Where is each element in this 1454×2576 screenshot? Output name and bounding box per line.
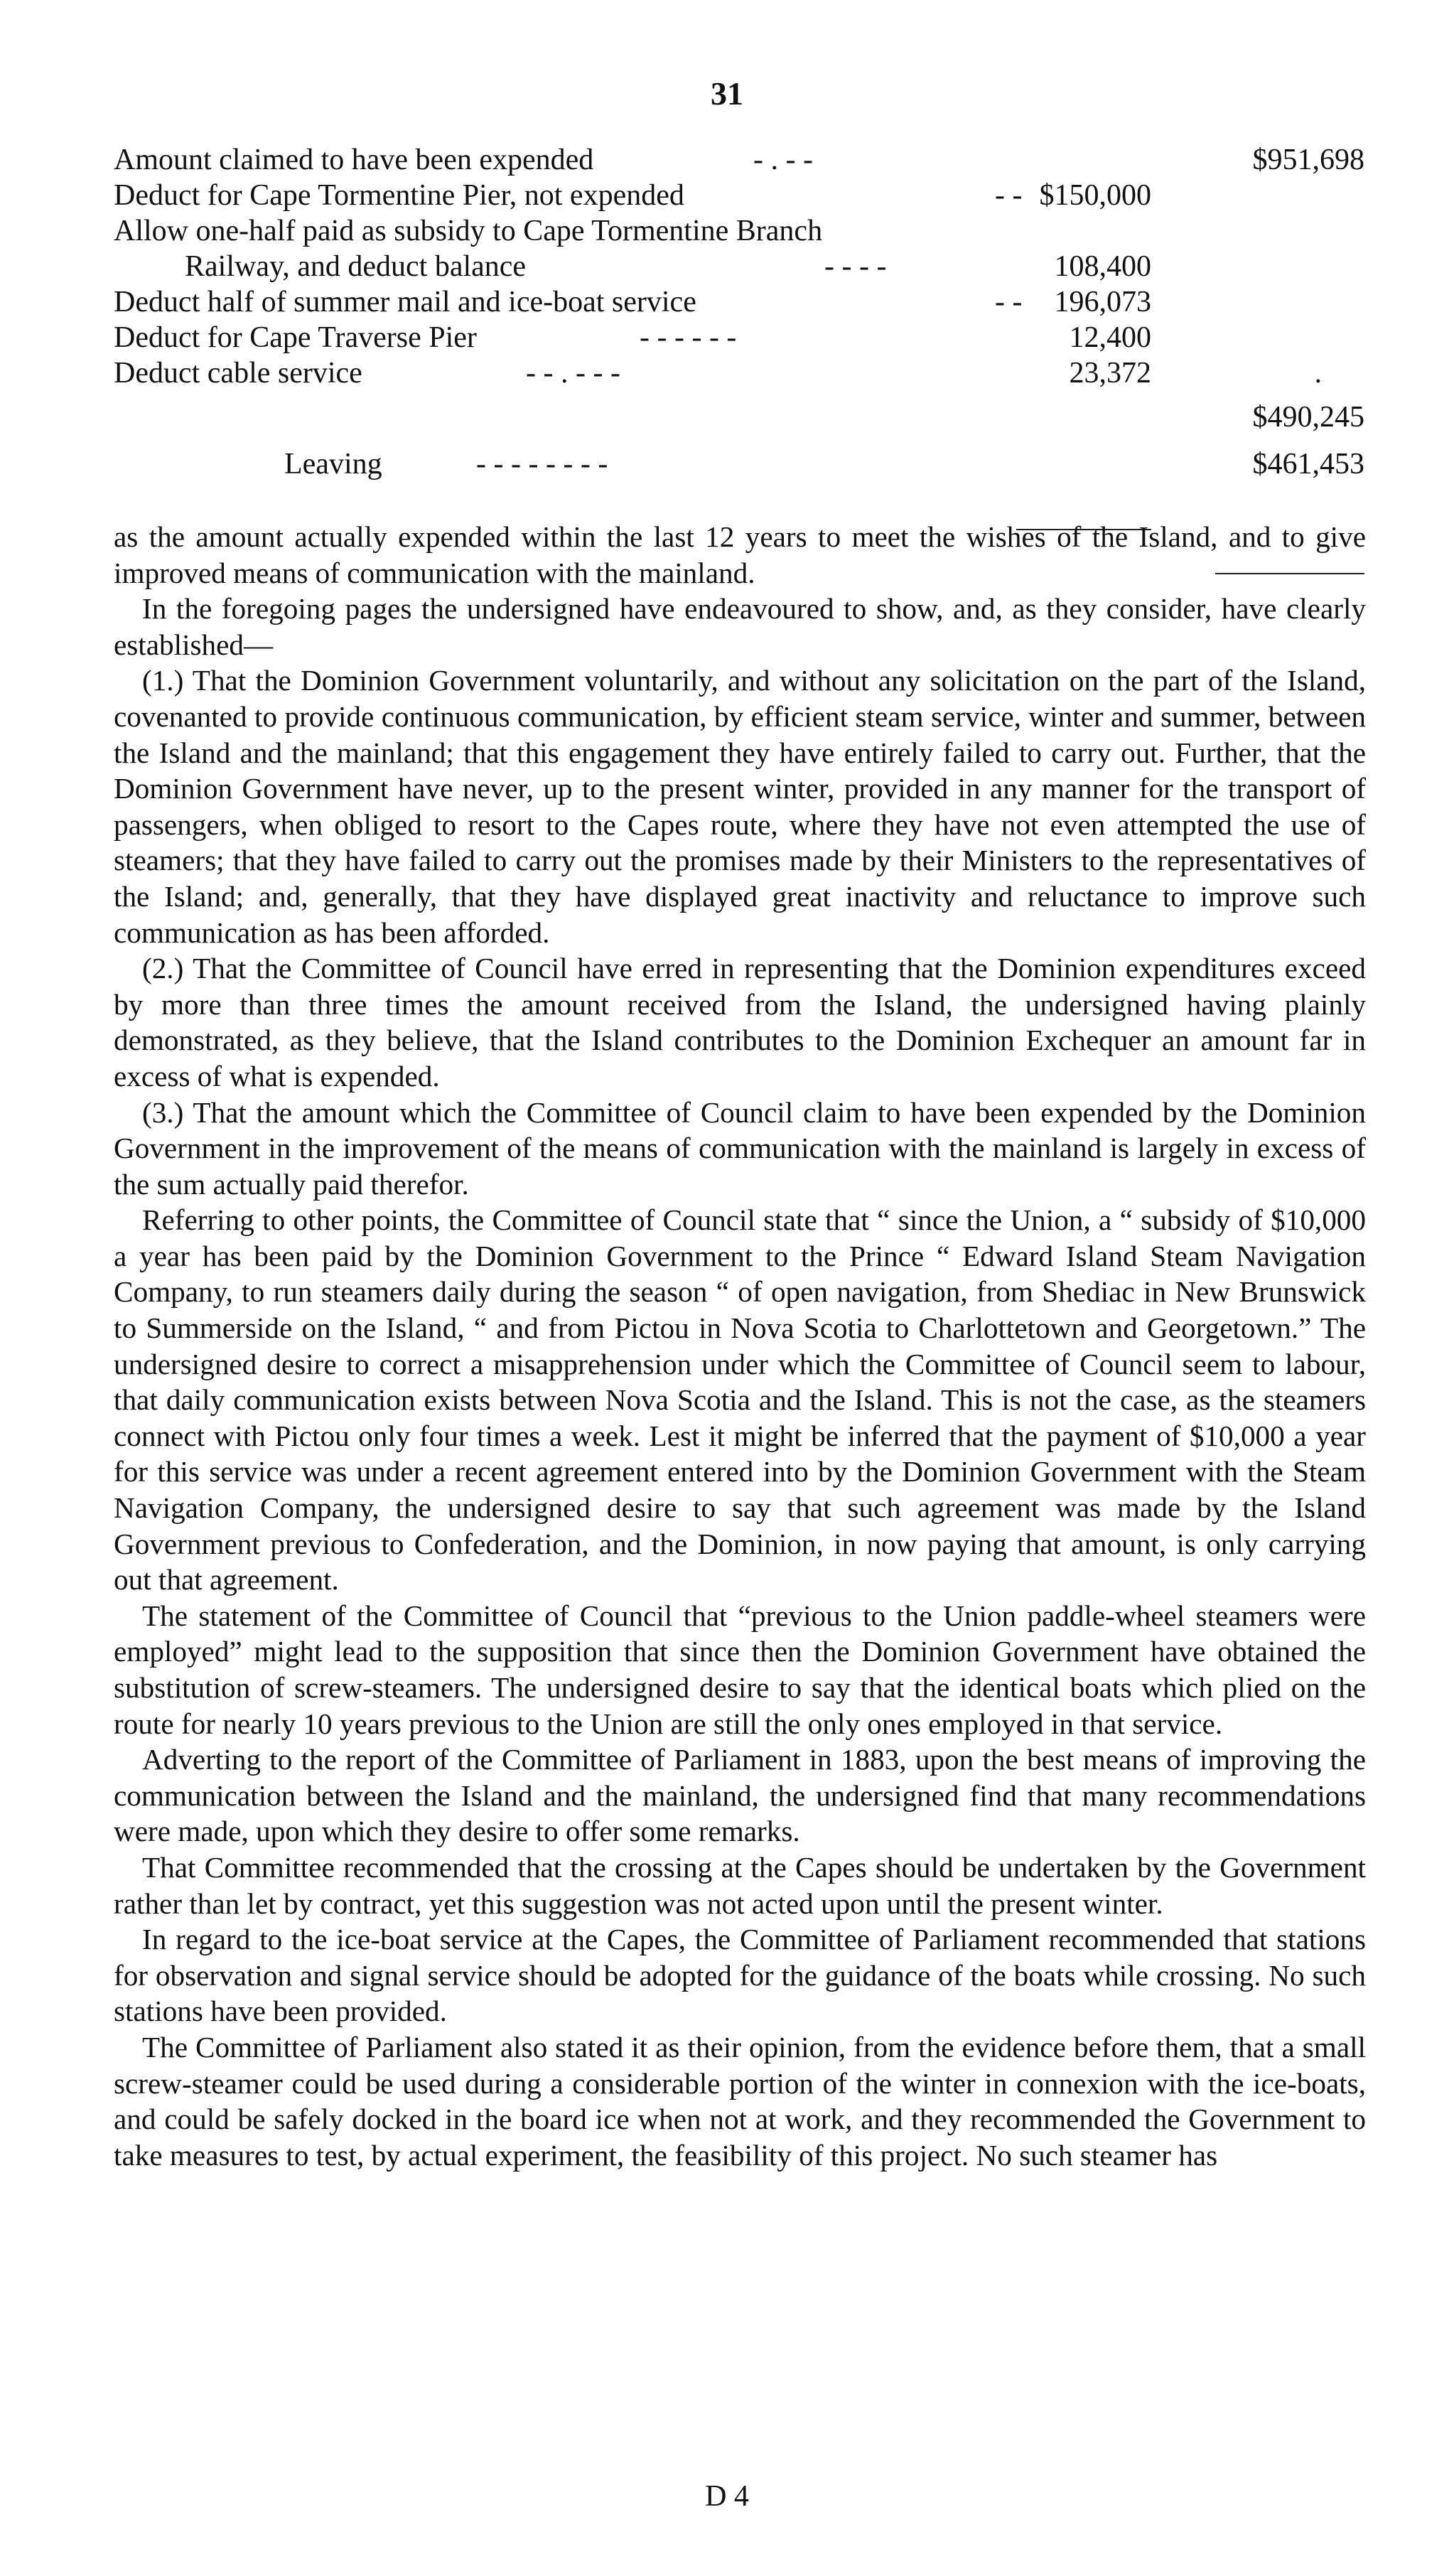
account-label: Deduct for Cape Tormentine Pier, not expended [114, 179, 684, 212]
account-row [114, 213, 1364, 249]
paragraph: (2.) That the Committee of Council have erred in representing that the Dominion expenditures exceed by more than three times the amount received from the Island, the undersigned having plainly demonstrated, as they believe, that the Island contributes to the Dominion Exchequer an amount far in excess of what is expended. [114, 952, 1366, 1093]
account-amount: 23,372 [1069, 357, 1151, 390]
paragraph: The statement of the Committee of Council that “previous to the Union paddle-wheel steamers were employed” might lead to the supposition that since then the Dominion Government have obtained the substitution of screw-steamers. The undersigned desire to say that the identical boats which plied on the route for nearly 10 years previous to the Union are still the only ones employed in that service. [114, 1599, 1366, 1740]
account-label: Deduct for Cape Traverse Pier [114, 321, 477, 354]
account-total: $951,698 [1252, 144, 1364, 176]
expenditure-account [114, 142, 1364, 482]
page-number: 31 [711, 75, 743, 112]
account-total: $461,453 [1252, 448, 1364, 481]
paragraph: Adverting to the report of the Committee of Parliament in 1883, upon the best means of improving the communication between the Island and the mainland, the undersigned find that many recommendations were made, upon which they desire to offer some remarks. [114, 1743, 1366, 1848]
account-row [114, 391, 1364, 434]
account-total: . [1314, 357, 1322, 390]
account-row [114, 284, 1364, 320]
paragraph: In the foregoing pages the undersigned have endeavoured to show, and, as they consider, have clearly established— [114, 592, 1366, 661]
body-text [114, 519, 1366, 2173]
account-row [114, 142, 1364, 178]
leader-dashes: - - [995, 286, 1023, 318]
account-total: $490,245 [1252, 401, 1364, 434]
account-label: Amount claimed to have been expended [114, 144, 594, 176]
account-label: Allow one-half paid as subsidy to Cape Tormentine Branch [114, 215, 823, 247]
leader-dashes: - - [995, 179, 1023, 212]
account-amount: 12,400 [1069, 321, 1151, 354]
paragraph: In regard to the ice-boat service at the Capes, the Committee of Parliament recommended that stations for observation and signal service should be adopted for the guidance of the boats while crossing. No such stations have been provided. [114, 1923, 1366, 2028]
paragraph: Referring to other points, the Committee of Council state that “ since the Union, a “ subsidy of $10,000 a year has been paid by the Dominion Government to the Prince “ Edward Island Steam Navigation Company, to run steamers daily during the season “ of open navigation, from Shediac in New Brunswick to Summerside on the Island, “ and from Pictou in Nova Scotia to Charlottetown and Georgetown.” The undersigned desire to correct a misapprehension under which the Committee of Council seem to labour, that daily communication exists between Nova Scotia and the Island. This is not the case, as the steamers connect with Pictou only four times a week. Lest it might be inferred that the payment of $10,000 a year for this service was under a recent agreement entered into by the Dominion Government with the Steam Navigation Company, the undersigned desire to say that such agreement was made by the Island Government previous to Confederation, and the Dominion, in now paying that amount, is only carrying out that agreement. [114, 1203, 1366, 1596]
leader-dashes: - - . - - - [526, 357, 620, 390]
account-row [114, 249, 1364, 284]
paragraph: The Committee of Parliament also stated it as their opinion, from the evidence before them, that a small screw-steamer could be used during a considerable portion of the winter in connexion with the ice-boats, and could be safely docked in the board ice when not at work, and they recommended the Government to take measures to test, by actual experiment, the feasibility of this project. No such steamer has [114, 2030, 1366, 2172]
account-row [114, 355, 1364, 391]
account-amount: $150,000 [1039, 179, 1151, 212]
account-label: Railway, and deduct balance [185, 250, 527, 283]
account-amount: 108,400 [1054, 250, 1151, 283]
leader-dashes: - . - - [753, 144, 813, 176]
paragraph: (3.) That the amount which the Committee of Council claim to have been expended by the Dominion Government in the improvement of the means of communication with the mainland is largely in excess of the sum actually paid therefor. [114, 1095, 1366, 1201]
account-label: Leaving [284, 448, 382, 481]
account-row [114, 320, 1364, 355]
account-label: Deduct cable service [114, 357, 362, 390]
account-row [114, 178, 1364, 213]
paragraph: (1.) That the Dominion Government voluntarily, and without any solicitation on the part of the Island, covenanted to provide continuous communication, by efficient steam service, winter and summer, between the Island and the mainland; that this engagement they have entirely failed to carry out. Further, that the Dominion Government have never, up to the present winter, provided in any manner for the transport of passengers, when obliged to resort to the Capes route, where they have not even attempted the use of steamers; that they have failed to carry out the promises made by their Ministers to the representatives of the Island; and, generally, that they have displayed great inactivity and reluctance to improve such communication as has been afforded. [114, 664, 1366, 949]
account-amount: 196,073 [1054, 286, 1151, 318]
paragraph: as the amount actually expended within the last 12 years to meet the wishes of the Island, and to give improved means of communication with the mainland. [114, 520, 1366, 589]
leader-dashes: - - - - - - - - [476, 448, 608, 481]
account-label: Deduct half of summer mail and ice-boat service [114, 286, 696, 318]
signature-mark: D 4 [705, 2480, 749, 2513]
leader-dashes: - - - - [824, 250, 887, 283]
leader-dashes: - - - - - - [640, 321, 737, 354]
paragraph: That Committee recommended that the crossing at the Capes should be undertaken by the Government rather than let by contract, yet this suggestion was not acted upon until the present winter. [114, 1850, 1366, 1920]
account-row [114, 446, 1364, 482]
